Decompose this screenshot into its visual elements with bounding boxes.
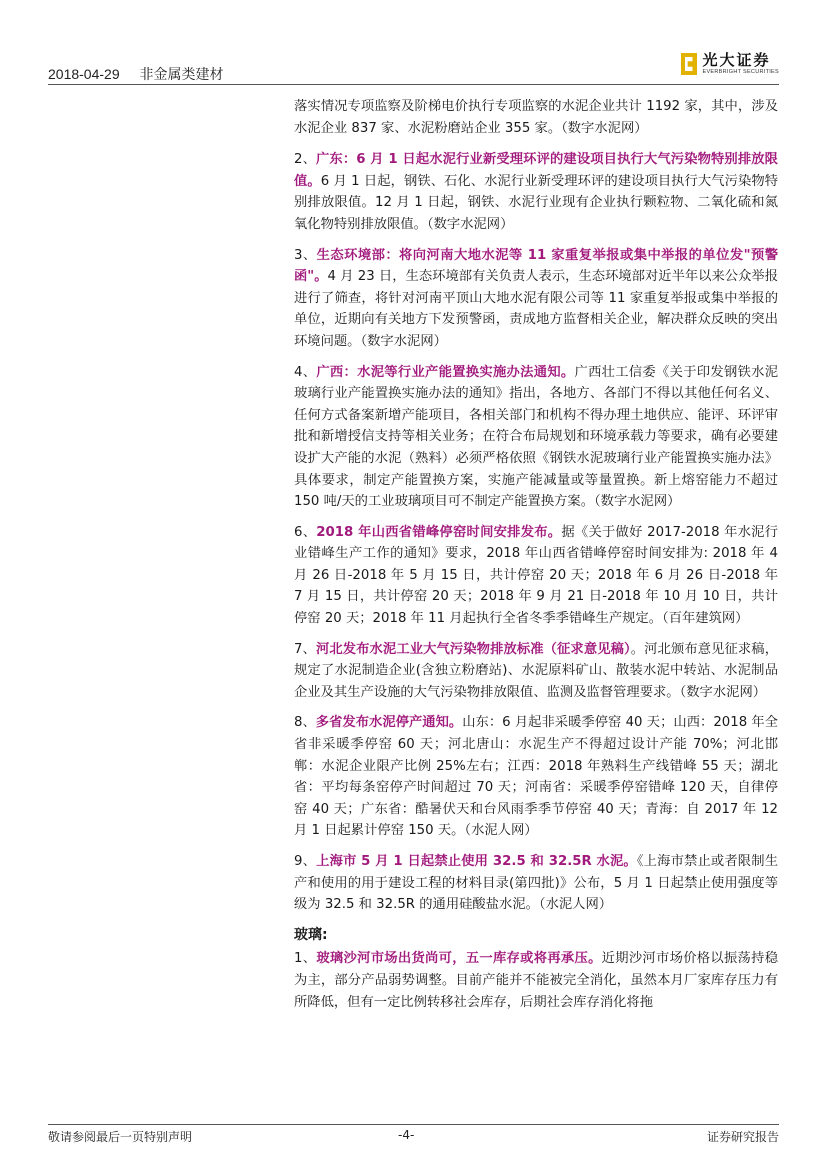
page-footer xyxy=(48,1128,779,1148)
page-header xyxy=(48,46,779,84)
news-text: 据《关于做好 2017-2018 年水泥行业错峰生产工作的通知》要求，2018 年山西省错峰停窑时间安排为: 2018 年 4 月 26 日-2018 年 5 月 15 日，共计停窑 20 天；2018 年 6 月 26 日-2018 年 7 月 15 日，共计停窑 20 天；2018 年 9 月 21 日-2018 年 10 月 10 日，共计停窑 20 天；2018 年 11 月起执行全省冬季季错峰生产规定。（百年建筑网） xyxy=(294,524,779,627)
news-text: 落实情况专项监察及阶梯电价执行专项监察的水泥企业共计 1192 家，其中，涉及水泥企业 837 家、水泥粉磨站企业 355 家。（数字水泥网） xyxy=(294,99,778,136)
news-headline: 广东：6 月 1 日起水泥行业新受理环评的建设项目执行大气污染物特别排放限值。 xyxy=(294,152,778,189)
news-text: 山东：6 月起非采暖季停窑 40 天；山西：2018 年全省非采暖季停窑 60 天；河北唐山：水泥生产不得超过设计产能 70%；河北邯郸：水泥企业限产比例 25%左右；江西：2018 年熟料生产线错峰 55 天；湖北省：平均每条窑停产时间超过 70 天；河南省：采暖季停窑错峰 120 天，自律停窑 40 天；广东省：酷暑伏天和台风雨季季节停窑 40 天；青海：自 2017 年 12 月 1 日起累计停窑 150 天。（水泥人网） xyxy=(294,715,779,839)
news-headline: 广西：水泥等行业产能置换实施办法通知。 xyxy=(316,364,575,380)
report-type: 证券研究报告 xyxy=(706,1130,779,1144)
logo-chinese-name: 光大证券 xyxy=(702,50,771,69)
news-number: 2、 xyxy=(294,152,316,168)
news-number: 8、 xyxy=(294,715,316,731)
header-divider xyxy=(48,84,779,85)
news-text: 《上海市禁止或者限制生产和使用的用于建设工程的材料目录(第四批)》公布，5 月 1 日起禁止使用强度等级为 32.5 和 32.5R 的通用硅酸盐水泥。（水泥人网） xyxy=(294,854,778,913)
news-headline: 2018 年山西省错峰停窑时间安排发布。 xyxy=(316,524,562,540)
news-number: 3、 xyxy=(294,247,317,263)
report-sector: 非金属类建材 xyxy=(139,66,224,82)
header-info xyxy=(48,64,240,84)
news-headline: 河北发布水泥工业大气污染物排放标准（征求意见稿） xyxy=(315,641,631,657)
news-headline: 玻璃沙河市场出货尚可，五一库存或将再承压。 xyxy=(316,951,602,967)
logo-english-name: EVERBRIGHT SECURITIES xyxy=(702,68,779,75)
news-text: 近期沙河市场价格以振荡持稳为主，部分产品弱势调整。目前产能并不能被完全消化，虽然本月厂家库存压力有所降低，但有一定比例转移社会库存，后期社会库存消化将拖 xyxy=(294,951,779,1010)
news-item-7 xyxy=(294,639,778,704)
news-item-3 xyxy=(294,245,778,353)
news-text: 4 月 23 日，生态环境部有关负责人表示，生态环境部对近半年以来公众举报进行了筛查，将针对河南平顶山大地水泥有限公司等 11 家重复举报或集中举报的单位，近期向有关地方下发预警函，责成地方监督相关企业，解决群众反映的突出环境问题。（数字水泥网） xyxy=(294,269,778,349)
news-number: 4、 xyxy=(294,364,317,380)
news-number: 1、 xyxy=(294,951,317,967)
disclaimer-note: 敬请参阅最后一页特别声明 xyxy=(48,1130,193,1144)
news-item-2 xyxy=(294,149,778,235)
news-item-6 xyxy=(294,522,778,630)
report-date: 2018-04-29 xyxy=(48,66,120,82)
news-item-8 xyxy=(294,712,778,842)
news-text: 广西壮工信委《关于印发钢铁水泥玻璃行业产能置换实施办法的通知》指出，各地方、各部门不得以其他任何名义、任何方式备案新增产能项目，各相关部门和机构不得办理土地供应、能评、环评审批和新增授信支持等相关业务；在符合布局规划和环境承载力等要求，确有必要建设扩大产能的水泥（熟料）必须严格依照《钢铁水泥玻璃行业产能置换实施办法》具体要求，制定产能置换方案，实施产能减量或等量置换。新上熔窑能力不超过 150 吨/天的工业玻璃项目可不制定产能置换方案。（数字水泥网） xyxy=(294,364,779,510)
news-number: 7、 xyxy=(294,641,316,657)
news-headline: 多省发布水泥停产通知。 xyxy=(315,715,463,731)
footer-divider xyxy=(48,1124,779,1125)
news-headline: 上海市 5 月 1 日起禁止使用 32.5 和 32.5R 水泥。 xyxy=(316,854,637,869)
page-number: -4- xyxy=(398,1128,415,1142)
logo-text xyxy=(702,50,780,76)
news-item-1-continued xyxy=(294,96,778,139)
section-title-glass: 玻璃: xyxy=(294,926,328,943)
news-headline: 生态环境部：将向河南大地水泥等 11 家重复举报或集中举报的单位发"预警函"。 xyxy=(294,247,778,285)
glass-news-item-1 xyxy=(294,948,778,1013)
logo-mark-icon xyxy=(681,53,697,75)
main-content xyxy=(294,96,778,1022)
news-text: 。河北颁布意见征求稿，规定了水泥制造企业(含独立粉磨站)、水泥原料矿山、散装水泥中转站、水泥制品企业及其生产设施的大气污染物排放限值、监测及监督管理要求。（数字水泥网） xyxy=(294,641,778,700)
news-number: 6、 xyxy=(294,524,317,540)
news-number: 9、 xyxy=(294,854,317,869)
news-item-9 xyxy=(294,851,778,916)
company-logo xyxy=(681,50,780,78)
news-item-4 xyxy=(294,362,778,513)
news-text: 6 月 1 日起，钢铁、石化、水泥行业新受理环评的建设项目执行大气污染物特别排放限值。12 月 1 日起，钢铁、水泥行业现有企业执行颗粒物、二氧化硫和氮氧化物特别排放限值。（数字水泥网） xyxy=(294,173,779,232)
